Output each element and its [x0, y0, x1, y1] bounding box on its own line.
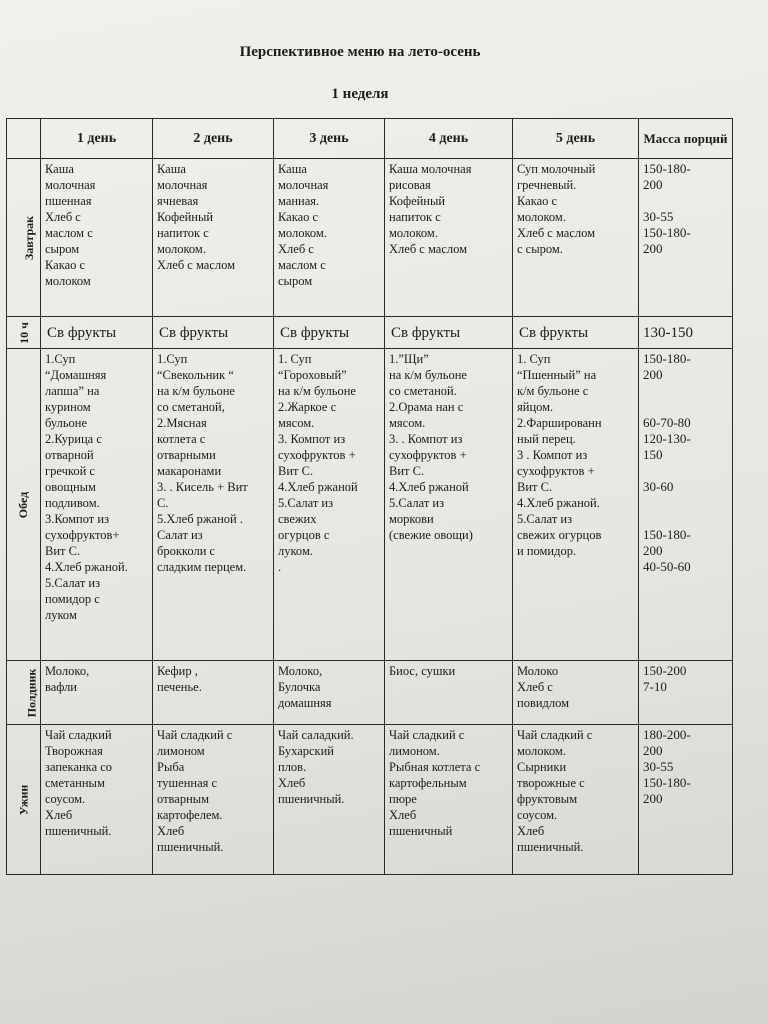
- afternoon-day-4: Биос, сушки: [385, 661, 513, 725]
- afternoon-day-5: Молоко Хлеб с повидлом: [513, 661, 639, 725]
- menu-table: [6, 118, 733, 875]
- breakfast-row: [7, 159, 733, 317]
- dinner-day-5: Чай сладкий с молоком. Сырники творожные с фруктовым соусом. Хлеб пшеничный.: [513, 725, 639, 875]
- lunch-day-2: 1.Суп “Свекольник “ на к/м бульоне со сметаной, 2.Мясная котлета с отварными макаронами 3. . Кисель + Вит С. 5.Хлеб ржаной . Салат из брокколи с сладким перцем.: [153, 349, 274, 661]
- lunch-row: [7, 349, 733, 661]
- snack10-day-3: Св фрукты: [274, 317, 385, 349]
- afternoon-label: Полдник: [24, 668, 39, 717]
- dinner-label-cell: [7, 725, 41, 875]
- corner-cell: [7, 119, 41, 159]
- breakfast-day-1: Каша молочная пшенная Хлеб с маслом с сыром Какао с молоком: [41, 159, 153, 317]
- lunch-label: Обед: [16, 491, 31, 518]
- page-title: Перспективное меню на лето-осень: [239, 44, 481, 60]
- day-4-header: 4 день: [385, 119, 513, 159]
- snack10-day-5: Св фрукты: [513, 317, 639, 349]
- afternoon-day-3: Молоко, Булочка домашняя: [274, 661, 385, 725]
- snack10-label: 10 ч: [16, 321, 31, 344]
- snack10-day-2: Св фрукты: [153, 317, 274, 349]
- header-row: [7, 119, 733, 159]
- dinner-day-3: Чай саладкий. Бухарский плов. Хлеб пшеничный.: [274, 725, 385, 875]
- snack10-day-4: Св фрукты: [385, 317, 513, 349]
- dinner-label: Ужин: [16, 784, 31, 815]
- snack10-day-1: Св фрукты: [41, 317, 153, 349]
- day-3-header: 3 день: [274, 119, 385, 159]
- mass-header: Масса порций: [639, 119, 733, 159]
- lunch-day-5: 1. Суп “Пшенный” на к/м бульоне с яйцом. 2.Фаршированн ный перец. 3 . Компот из сухофруктов + Вит С. 4.Хлеб ржаной. 5.Салат из свежих огурцов и помидор.: [513, 349, 639, 661]
- breakfast-day-4: Каша молочная рисовая Кофейный напиток с молоком. Хлеб с маслом: [385, 159, 513, 317]
- lunch-day-4: 1.”Щи” на к/м бульоне со сметаной. 2.Орама нан с мясом. 3. . Компот из сухофруктов + Вит С. 4.Хлеб ржаной 5.Салат из моркови (свежие овощи): [385, 349, 513, 661]
- dinner-mass: 180-200- 200 30-55 150-180- 200: [639, 725, 733, 875]
- day-1-header: 1 день: [41, 119, 153, 159]
- breakfast-label-cell: [7, 159, 41, 317]
- breakfast-day-3: Каша молочная манная. Какао с молоком. Хлеб с маслом с сыром: [274, 159, 385, 317]
- dinner-row: [7, 725, 733, 875]
- snack10-label-cell: [7, 317, 41, 349]
- breakfast-day-2: Каша молочная ячневая Кофейный напиток с молоком. Хлеб с маслом: [153, 159, 274, 317]
- afternoon-mass: 150-200 7-10: [639, 661, 733, 725]
- afternoon-label-cell: [7, 661, 41, 725]
- dinner-day-4: Чай сладкий с лимоном. Рыбная котлета с картофельным пюре Хлеб пшеничный: [385, 725, 513, 875]
- day-2-header: 2 день: [153, 119, 274, 159]
- breakfast-day-5: Суп молочный гречневый. Какао с молоком. Хлеб с маслом с сыром.: [513, 159, 639, 317]
- lunch-mass: 150-180- 200 60-70-80 120-130- 150 30-60 150-180- 200 40-50-60: [639, 349, 733, 661]
- week-subtitle: 1 неделя: [331, 86, 389, 102]
- breakfast-label: Завтрак: [22, 215, 37, 260]
- lunch-label-cell: [7, 349, 41, 661]
- afternoon-day-1: Молоко, вафли: [41, 661, 153, 725]
- breakfast-mass: 150-180- 200 30-55 150-180- 200: [639, 159, 733, 317]
- lunch-day-3: 1. Суп “Гороховый” на к/м бульоне 2.Жаркое с мясом. 3. Компот из сухофруктов + Вит С. 4.Хлеб ржаной 5.Салат из свежих огурцов с луком. .: [274, 349, 385, 661]
- day-5-header: 5 день: [513, 119, 639, 159]
- snack10-row: [7, 317, 733, 349]
- snack10-mass: 130-150: [639, 317, 733, 349]
- lunch-day-1: 1.Суп “Домашняя лапша” на курином бульоне 2.Курица с отварной гречкой с овощным подливом. 3.Компот из сухофруктов+ Вит С. 4.Хлеб ржаной. 5.Салат из помидор с луком: [41, 349, 153, 661]
- dinner-day-2: Чай сладкий с лимоном Рыба тушенная с отварным картофелем. Хлеб пшеничный.: [153, 725, 274, 875]
- afternoon-day-2: Кефир , печенье.: [153, 661, 274, 725]
- afternoon-row: [7, 661, 733, 725]
- dinner-day-1: Чай сладкий Творожная запеканка со сметанным соусом. Хлеб пшеничный.: [41, 725, 153, 875]
